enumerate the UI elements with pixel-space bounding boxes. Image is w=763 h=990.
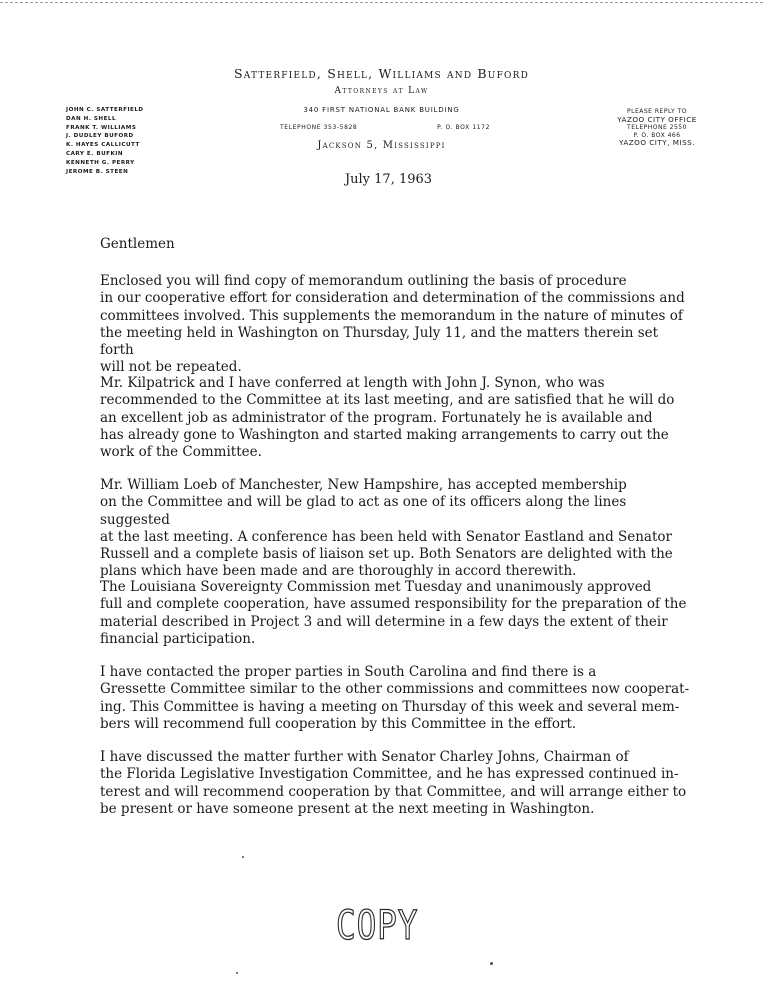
scan-speck [242, 856, 244, 858]
partner-name: CARY E. BUFKIN [66, 150, 124, 157]
scan-speck [236, 972, 238, 974]
partner-name: DAN H. SHELL [66, 115, 117, 122]
firm-telephone: TELEPHONE 353-5828 [280, 124, 358, 131]
salutation: Gentlemen [100, 236, 175, 252]
scan-edge-rule [0, 2, 763, 6]
body-paragraph: The Louisiana Sovereignty Commission met Tuesday and unanimously approved full and complete cooperation, have assumed responsibility for the preparation of the material described in Project 3 and will determine in a few days the extent of their financial participation. [100, 579, 687, 647]
firm-subtitle: Attorneys at Law [334, 86, 429, 96]
firm-address: 340 FIRST NATIONAL BANK BUILDING [303, 106, 460, 114]
body-paragraph: Mr. Kilpatrick and I have conferred at length with John J. Synon, who was recommended to the Committee at its last meeting, and are satisfied that he will do an excellent job as administrator of the program. Fortunately he is available and has already gone to Washington and started making arrangements to carry out the work of the Committee. [100, 375, 675, 461]
reply-po-box: P. O. BOX 466 [633, 131, 681, 139]
reply-heading: PLEASE REPLY TO [627, 108, 687, 115]
reply-telephone: TELEPHONE 2550 [627, 124, 687, 131]
body-paragraph: Enclosed you will find copy of memorandum outlining the basis of procedure in our cooperative effort for consideration and determination of the commissions and committees involved. This supplements the memorandum in the nature of minutes of the meeting held in Washington on Thursday, July 11, and the matters therein set forth will not be repeated. [100, 273, 685, 376]
partner-name: KENNETH G. PERRY [66, 159, 135, 166]
reply-to-block [598, 108, 716, 148]
letter-date: July 17, 1963 [344, 172, 433, 187]
partner-name: JEROME B. STEEN [66, 168, 129, 175]
partner-name: J. DUDLEY BUFORD [66, 133, 134, 140]
body-paragraph: I have discussed the matter further with Senator Charley Johns, Chairman of the Florida Legislative Investigation Committee, and he has expressed continued in- terest and will recommend cooperation by that Committee, and will arrange either to be present or have someone present at the next meeting in Washington. [100, 749, 687, 817]
firm-po-box: P. O. BOX 1172 [437, 124, 490, 131]
partner-name: K. HAYES CALLICUTT [66, 142, 140, 149]
partner-name: JOHN C. SATTERFIELD [66, 107, 144, 113]
copy-stamp: COPY [336, 903, 419, 949]
body-paragraph: I have contacted the proper parties in South Carolina and find there is a Gressette Committee similar to the other commissions and committees now cooperat- ing. This Committee is having a meeting on Thursday of this week and several mem- bers will recommend full cooperation by this Committee in the effort. [100, 664, 690, 732]
reply-city: YAZOO CITY, MISS. [619, 138, 695, 148]
body-paragraph: Mr. William Loeb of Manchester, New Hampshire, has accepted membership on the Committee and will be glad to act as one of its officers along the lines suggested at the last meeting. A conference has been held with Senator Eastland and Senator Russell and a complete basis of liaison set up. Both Senators are delighted with the plans which have been made and are thoroughly in accord therewith. [100, 477, 673, 580]
firm-city: Jackson 5, Mississippi [317, 140, 446, 151]
scan-speck [490, 962, 493, 965]
reply-office: YAZOO CITY OFFICE [617, 114, 697, 124]
partner-list [66, 106, 186, 176]
firm-name: Satterfield, Shell, Williams and Buford [234, 66, 529, 81]
partner-name: FRANK T. WILLIAMS [66, 124, 137, 131]
